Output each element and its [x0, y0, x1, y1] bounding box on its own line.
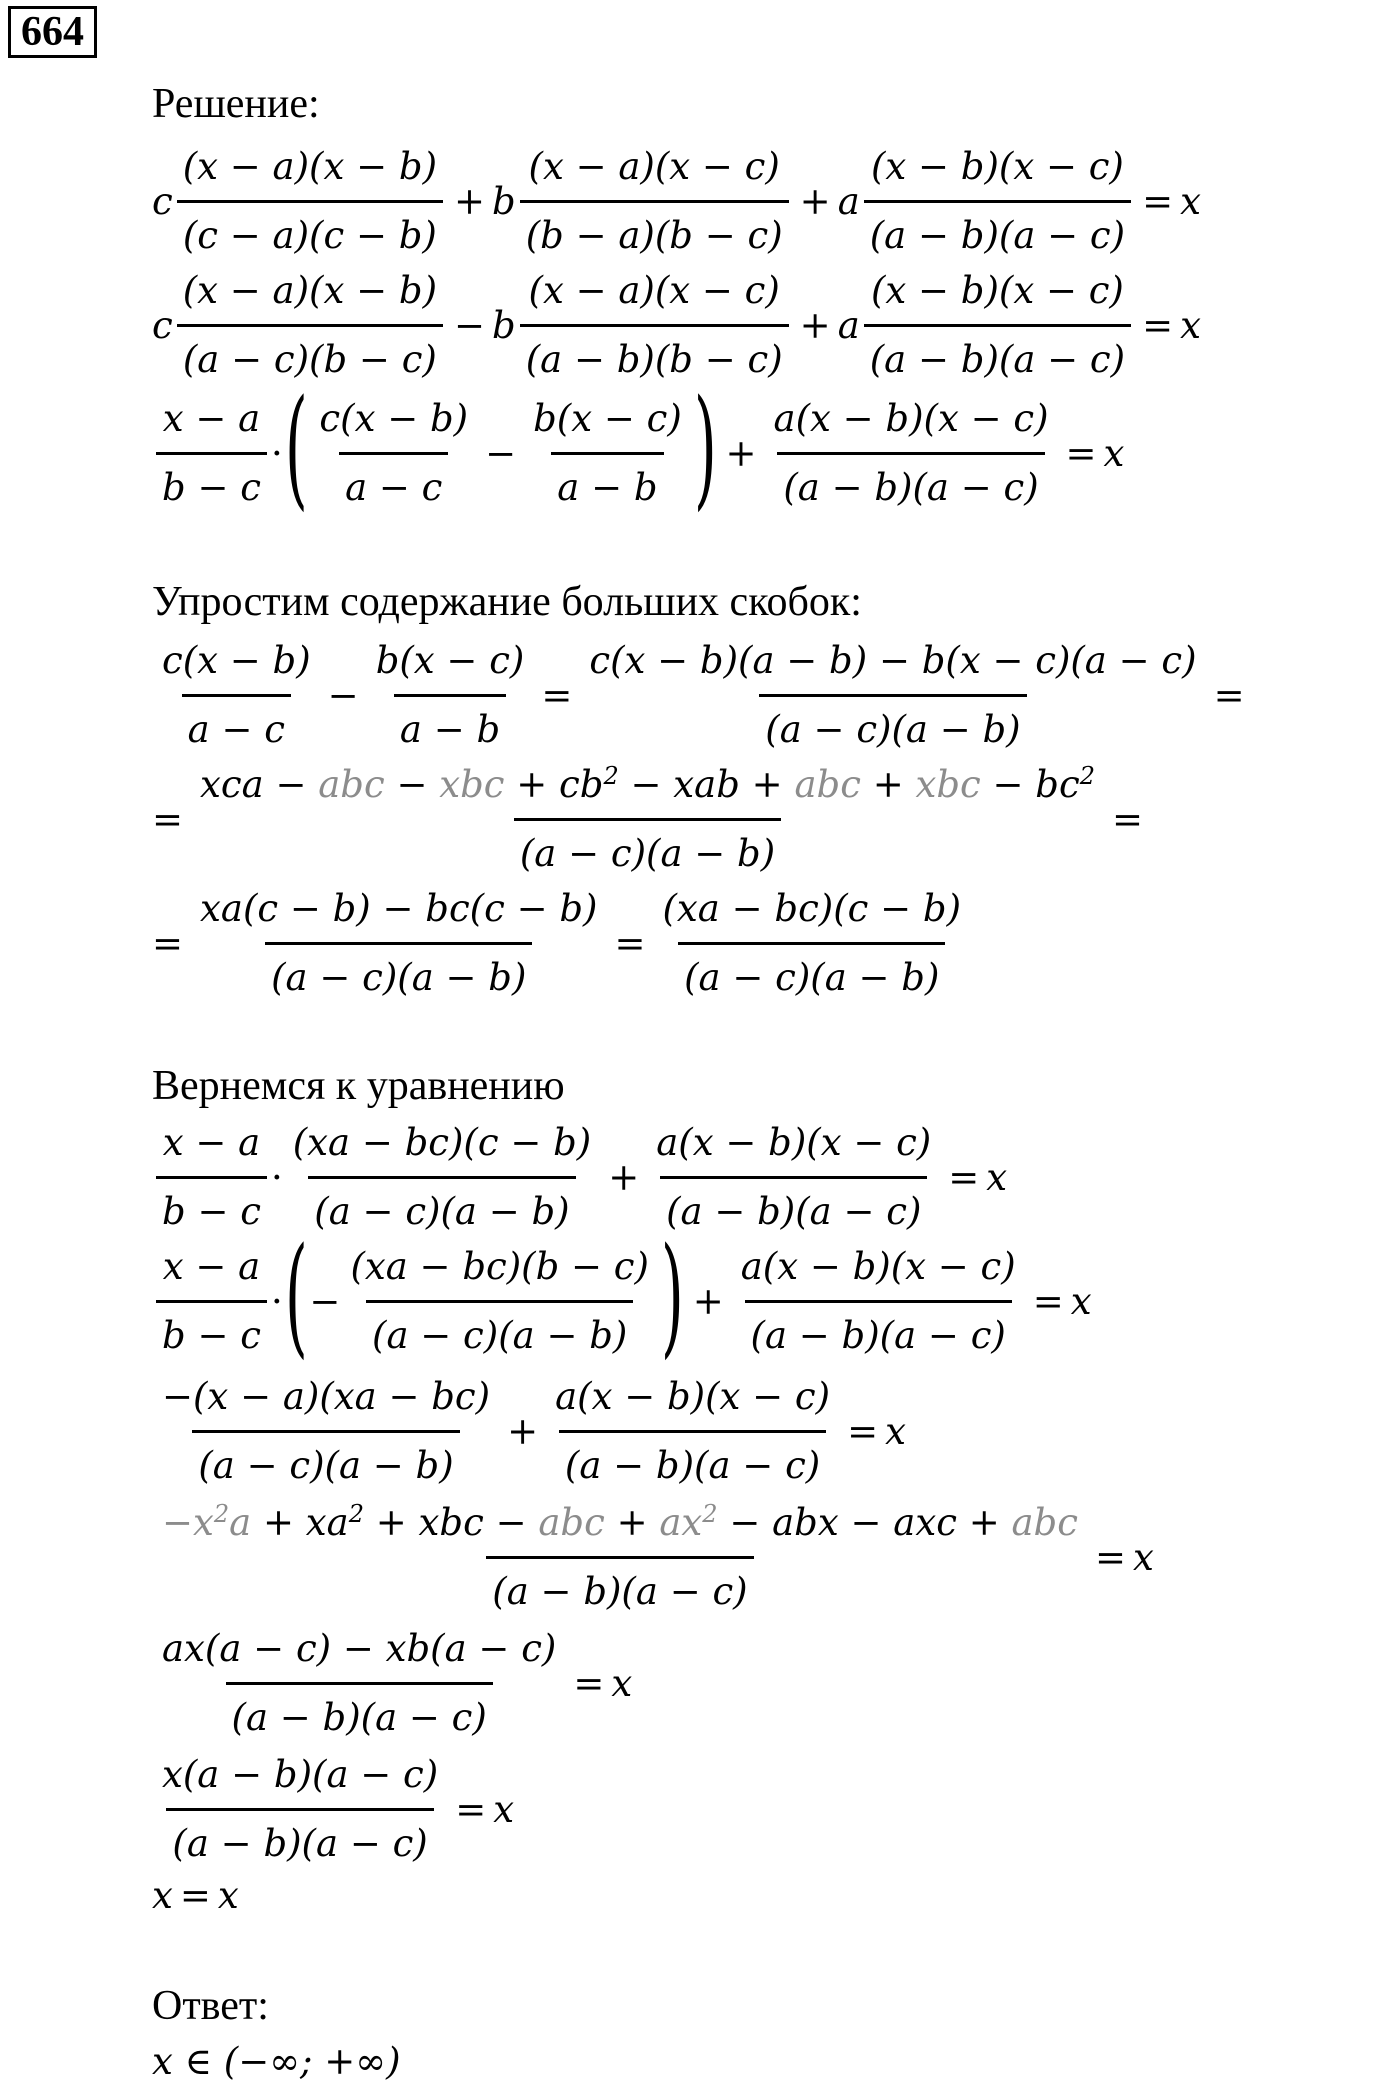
- equation-line: c $\frac{(x - a)(x - b)}{(a - c)(b - c)}$ − b $\frac{(x - a)(x - c)}{(a - b)(b - c)}$ + a $\frac{(x - b)(x - c)}{(a - b)(a - c)}$ = x: [152, 262, 1201, 389]
- equation-line: $\frac{x - a}{b - c}$ · $\frac{(xa - bc)(c - b)}{(a - c)(a - b)}$ + $\frac{a(x - b)(x - c)}{(a - b)(a - c)}$ = x: [152, 1114, 1007, 1241]
- equation-line: = $\frac{xa(c - b) - bc(c - b)}{(a - c)(a - b)}$ = $\frac{(xa - bc)(c - b)}{(a - c)(a - b)}$: [152, 880, 971, 1007]
- equation-line: $\frac{x - a}{b - c}$ · ( $\frac{c(x - b)}{a - c}$ − $\frac{b(x - c)}{a - b}$ ) + $\frac{a(x - b)(x - c)}{(a - b)(a - c)}$ = x: [152, 388, 1124, 518]
- equation-line: c $\frac{(x - a)(x - b)}{(c - a)(c - b)}$ + b $\frac{(x - a)(x - c)}{(b - a)(b - c)}$ + a $\frac{(x - b)(x - c)}{(a - b)(a - c)}$ = x: [152, 138, 1201, 265]
- equation-line: $\frac{ax(a - c) - xb(a - c)}{(a - b)(a - c)}$ = x: [152, 1620, 632, 1747]
- simplify-label: Упростим содержание больших скобок:: [152, 579, 862, 625]
- equation-line: $\frac{c(x - b)}{a - c}$ − $\frac{b(x - c)}{a - b}$ = $\frac{c(x - b)(a - b) - b(x - c)(a - c)}{(a - c)(a - b)}$ =: [152, 632, 1252, 759]
- solution-label: Решение:: [152, 81, 320, 127]
- equation-line: $\frac{-x^2a + xa^2 + xbc - abc + ax^2 - abx - axc + abc}{(a - b)(a - c)}$ = x: [152, 1494, 1154, 1621]
- equation-line: $\frac{x - a}{b - c}$ · ( − $\frac{(xa - bc)(b - c)}{(a - c)(a - b)}$ ) + $\frac{a(x - b)(x - c)}{(a - b)(a - c)}$ = x: [152, 1236, 1092, 1366]
- equation-line: $\frac{-(x - a)(xa - bc)}{(a - c)(a - b)}$ + $\frac{a(x - b)(x - c)}{(a - b)(a - c)}$ = x: [152, 1368, 906, 1495]
- answer-value: x ∈ (−∞; +∞): [152, 2040, 401, 2083]
- problem-number: 664: [8, 6, 97, 58]
- answer-label: Ответ:: [152, 1983, 269, 2029]
- equation-line: = $\frac{xca - abc - xbc + cb^2 - xab + abc + xbc - bc^2}{(a - c)(a - b)}$ =: [152, 756, 1150, 883]
- equation-line: x = x: [152, 1874, 239, 1917]
- equation-line: $\frac{x(a - b)(a - c)}{(a - b)(a - c)}$ = x: [152, 1746, 514, 1873]
- return-label: Вернемся к уравнению: [152, 1063, 565, 1109]
